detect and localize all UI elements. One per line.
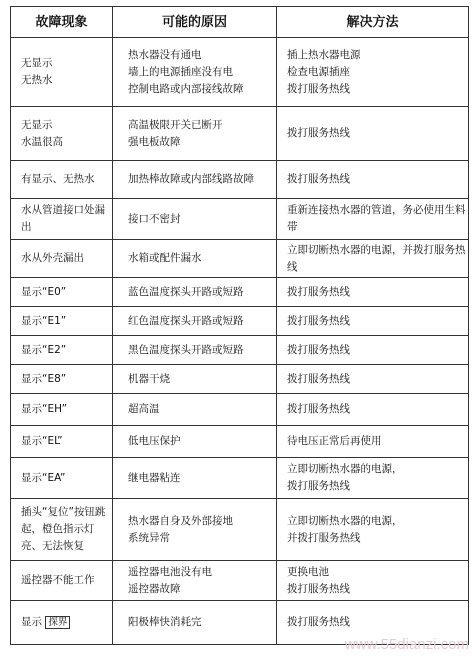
solution-cell: 拨打服务热线 bbox=[277, 365, 469, 394]
solution-cell: 拨打服务热线 bbox=[277, 394, 469, 426]
table-row bbox=[11, 426, 469, 458]
symptom-cell: 水从外壳漏出 bbox=[11, 240, 113, 278]
display-code-tag: 探界 bbox=[45, 616, 70, 629]
table-row bbox=[11, 365, 469, 394]
cause-cell: 红色温度探头开路或短路 bbox=[113, 307, 277, 336]
table-row bbox=[11, 458, 469, 499]
symptom-cell: 显示“E0” bbox=[11, 278, 113, 307]
solution-cell: 拨打服务热线 bbox=[277, 336, 469, 365]
solution-cell: 重新连接热水器的管道，务必使用生料带 bbox=[277, 199, 469, 240]
symptom-cell: 插头“复位”按钮跳起，橙色指示灯亮、无法恢复 bbox=[11, 499, 113, 561]
table-row bbox=[11, 199, 469, 240]
solution-cell: 拨打服务热线 bbox=[277, 278, 469, 307]
symptom-cell: 显示“EL” bbox=[11, 426, 113, 458]
cause-cell: 黑色温度探头开路或短路 bbox=[113, 336, 277, 365]
cause-cell: 超高温 bbox=[113, 394, 277, 426]
header-cause: 可能的原因 bbox=[113, 7, 277, 38]
cause-cell: 热水器自身及外部接地 系统异常 bbox=[113, 499, 277, 561]
table-row bbox=[11, 394, 469, 426]
solution-cell: 拨打服务热线 bbox=[277, 161, 469, 199]
solution-cell: 更换电池 拨打服务热线 bbox=[277, 561, 469, 601]
cause-cell: 遥控器电池没有电 遥控器故障 bbox=[113, 561, 277, 601]
cause-cell: 机器干烧 bbox=[113, 365, 277, 394]
cause-cell: 阳极棒快消耗完 bbox=[113, 601, 277, 645]
cause-cell: 蓝色温度探头开路或短路 bbox=[113, 278, 277, 307]
solution-cell: 拨打服务热线 bbox=[277, 601, 469, 645]
solution-cell: 拨打服务热线 bbox=[277, 107, 469, 161]
table-row bbox=[11, 161, 469, 199]
table-row bbox=[11, 107, 469, 161]
header-solution: 解决方法 bbox=[277, 7, 469, 38]
cause-cell: 水箱或配件漏水 bbox=[113, 240, 277, 278]
symptom-cell: 水从管道接口处漏出 bbox=[11, 199, 113, 240]
symptom-cell: 显示“EH” bbox=[11, 394, 113, 426]
symptom-cell: 无显示 水温很高 bbox=[11, 107, 113, 161]
solution-cell: 待电压正常后再使用 bbox=[277, 426, 469, 458]
symptom-cell: 显示“EA” bbox=[11, 458, 113, 499]
header-symptom: 故障现象 bbox=[11, 7, 113, 38]
cause-cell: 高温极限开关已断开 强电板故障 bbox=[113, 107, 277, 161]
symptom-cell: 有显示、无热水 bbox=[11, 161, 113, 199]
watermark: www.55dianzi.com bbox=[344, 636, 469, 653]
solution-cell: 插上热水器电源 检查电源插座 拨打服务热线 bbox=[277, 38, 469, 107]
table-row bbox=[11, 561, 469, 601]
cause-cell: 低电压保护 bbox=[113, 426, 277, 458]
solution-cell: 立即切断热水器的电源， 拨打服务热线 bbox=[277, 458, 469, 499]
table-row bbox=[11, 307, 469, 336]
header-row bbox=[11, 7, 469, 38]
table-row bbox=[11, 240, 469, 278]
symptom-cell: 无显示 无热水 bbox=[11, 38, 113, 107]
cause-cell: 继电器粘连 bbox=[113, 458, 277, 499]
symptom-cell: 显示 探界 bbox=[11, 601, 113, 645]
solution-cell: 立即切断热水器的电源，并拨打服务热线 bbox=[277, 240, 469, 278]
table-row bbox=[11, 38, 469, 107]
cause-cell: 接口不密封 bbox=[113, 199, 277, 240]
solution-cell: 立即切断热水器的电源， 并拨打服务热线 bbox=[277, 499, 469, 561]
symptom-cell: 显示“E2” bbox=[11, 336, 113, 365]
solution-cell: 拨打服务热线 bbox=[277, 307, 469, 336]
cause-cell: 热水器没有通电 墙上的电源插座没有电 控制电路或内部接线故障 bbox=[113, 38, 277, 107]
troubleshooting-table bbox=[10, 6, 469, 645]
cause-cell: 加热棒故障或内部线路故障 bbox=[113, 161, 277, 199]
table-row bbox=[11, 278, 469, 307]
symptom-cell: 遥控器不能工作 bbox=[11, 561, 113, 601]
symptom-cell: 显示“E1” bbox=[11, 307, 113, 336]
symptom-cell: 显示“E8” bbox=[11, 365, 113, 394]
table-row bbox=[11, 499, 469, 561]
table-row bbox=[11, 336, 469, 365]
